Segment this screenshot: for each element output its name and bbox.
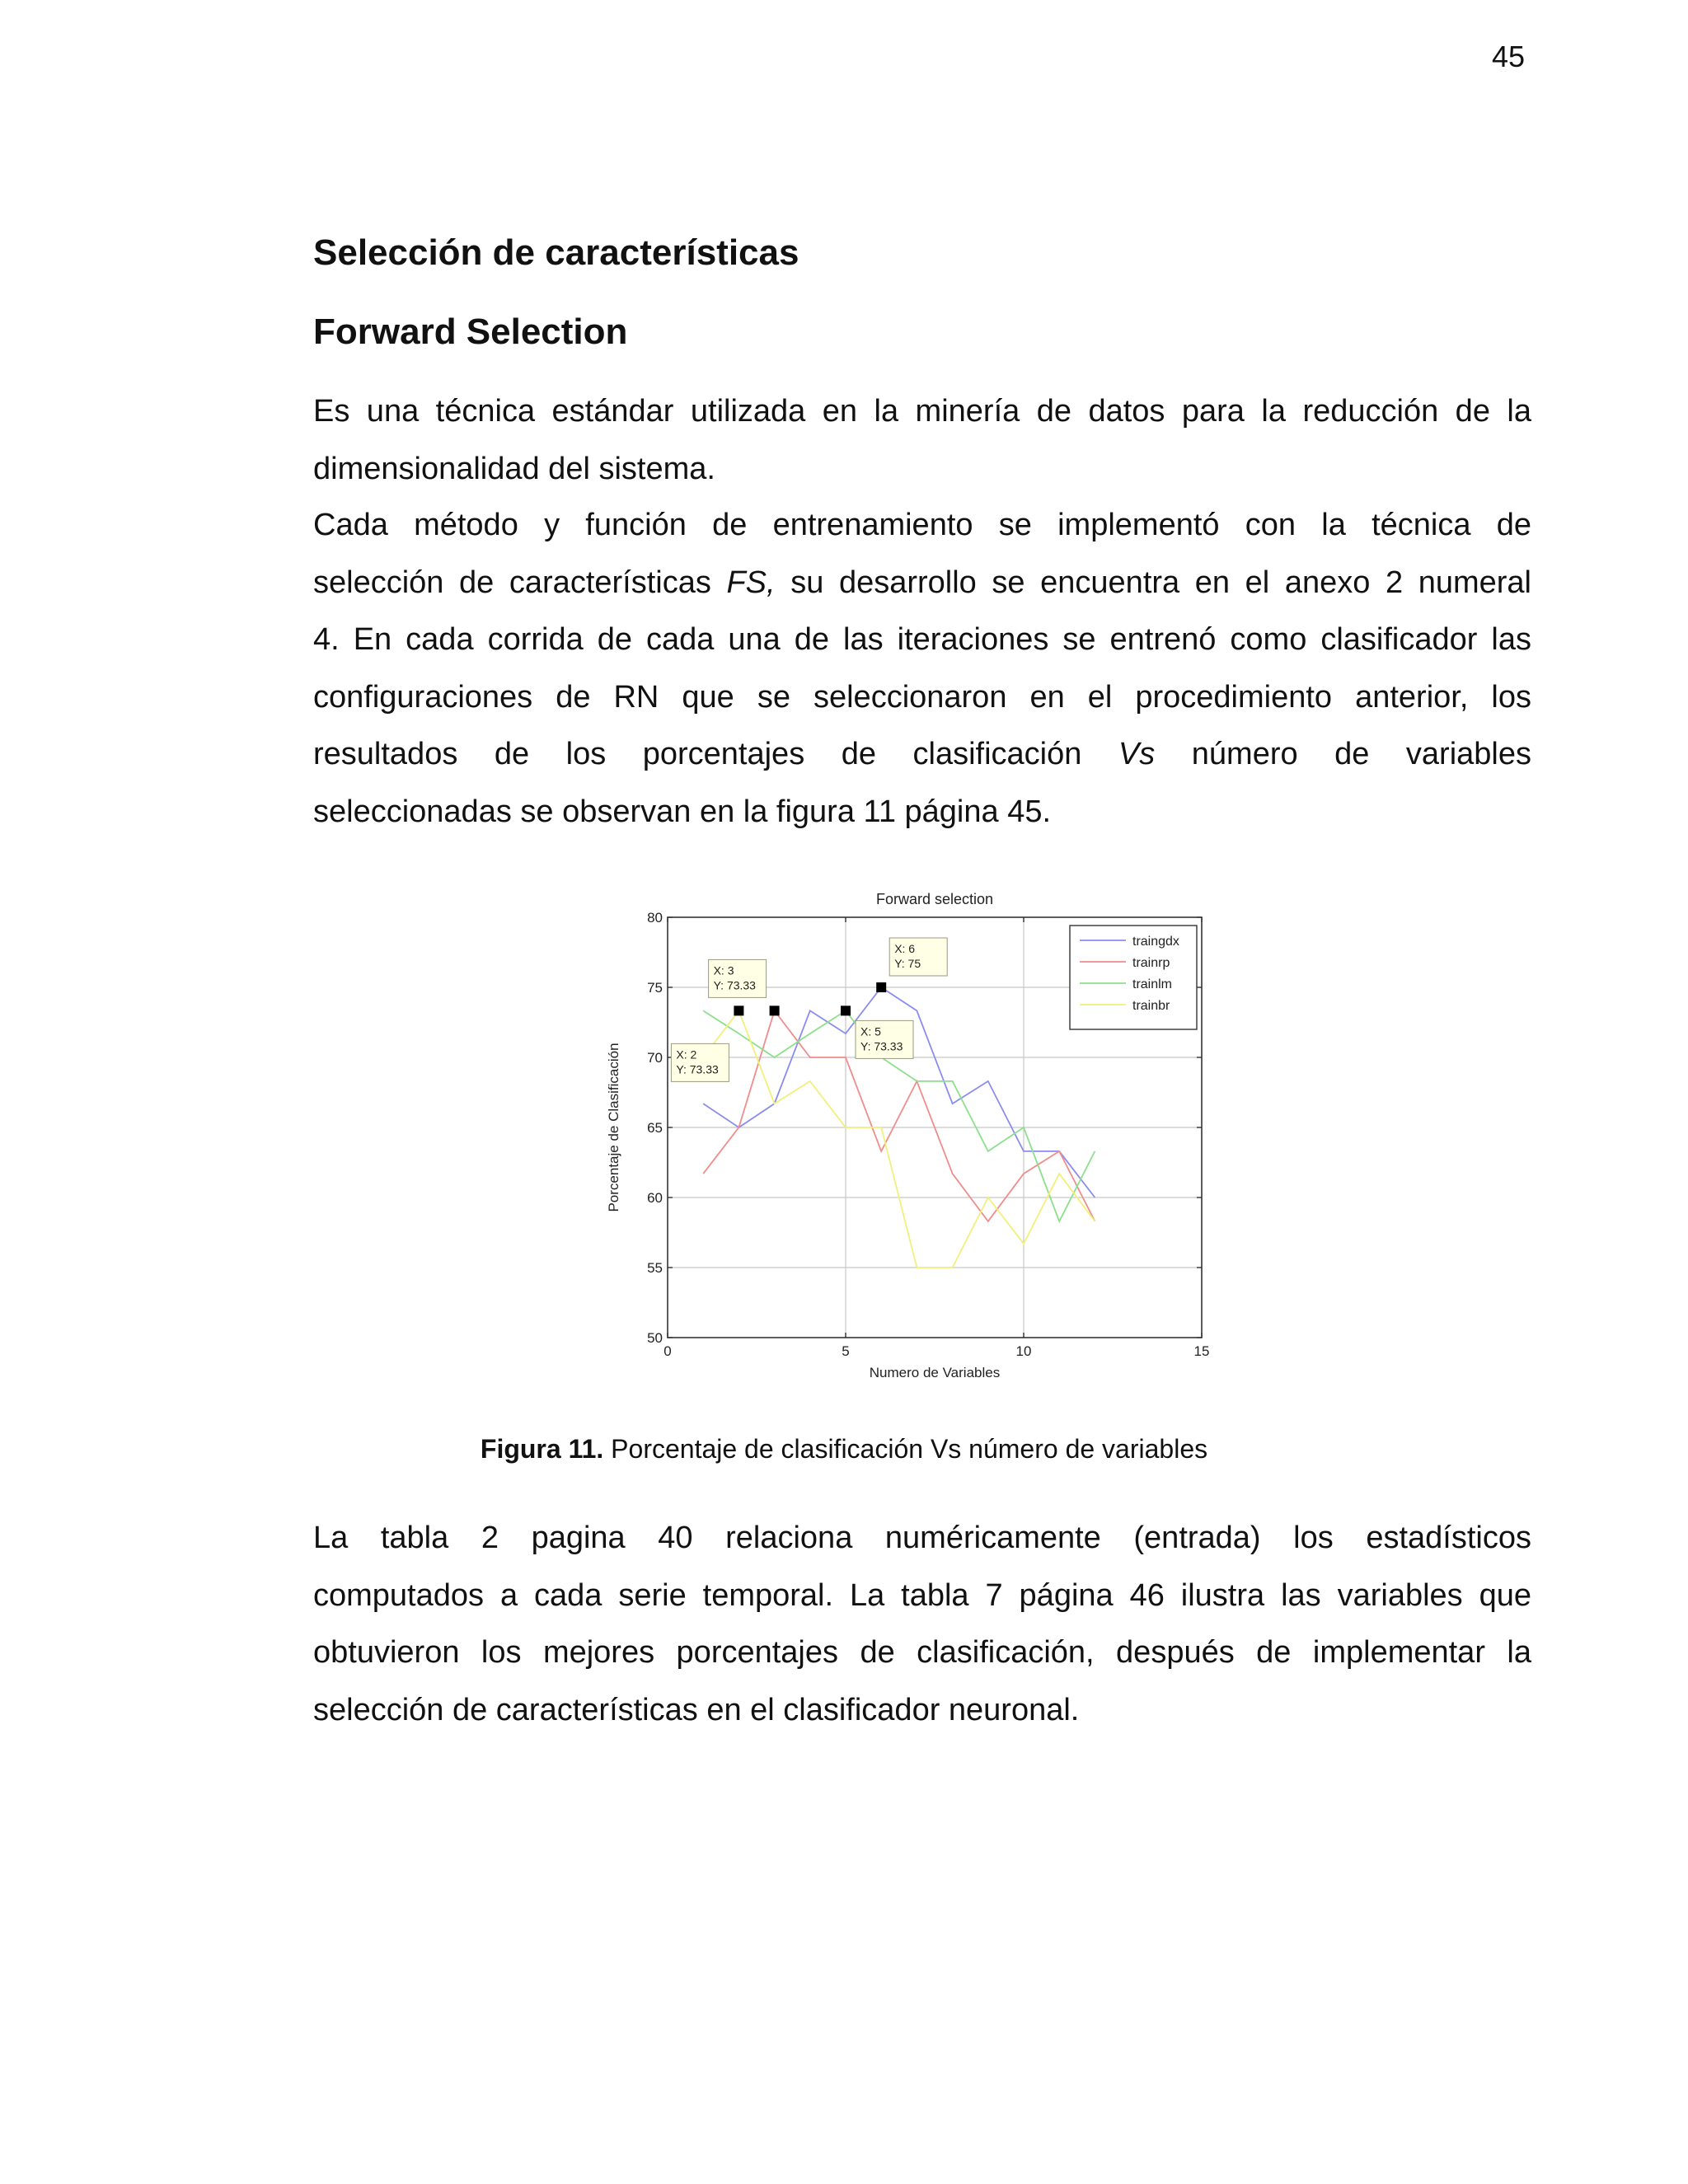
y-tick-label: 65 <box>647 1120 663 1136</box>
datatip-marker <box>770 1005 780 1015</box>
text-line: La tabla 2 pagina 40 relaciona numéricamente (entrada) los estadísticos <box>313 1521 1531 1555</box>
y-tick-label: 50 <box>647 1330 663 1346</box>
datatip-x-label: X: 5 <box>860 1024 881 1038</box>
text-line: Es una técnica estándar utilizada en la minería de datos para la reducción de la <box>313 394 1531 429</box>
caption-text: Porcentaje de clasificación Vs número de variables <box>603 1434 1208 1464</box>
datatip-x-label: X: 2 <box>676 1047 697 1062</box>
legend-label-trainrp: trainrp <box>1132 956 1170 970</box>
legend-label-trainbr: trainbr <box>1132 999 1170 1013</box>
subsection-heading: Forward Selection <box>313 312 628 352</box>
text-line: dimensionalidad del sistema. <box>313 451 715 486</box>
text-line: selección de características en el clasificador neuronal. <box>313 1692 1080 1727</box>
x-tick-label: 0 <box>663 1343 672 1359</box>
section-heading: Selección de características <box>313 232 799 273</box>
page-number: 45 <box>1492 40 1526 73</box>
y-axis-label: Porcentaje de Clasificación <box>606 1043 621 1212</box>
datatip-marker <box>734 1005 743 1015</box>
chart-title: Forward selection <box>875 891 994 907</box>
datatip-x-label: X: 6 <box>894 942 916 955</box>
y-tick-label: 55 <box>647 1260 663 1276</box>
text-line: configuraciones de RN que se seleccionaron en el procedimiento anterior, los <box>313 679 1531 715</box>
datatip-y-label: Y: 75 <box>894 957 921 970</box>
text-line: 4. En cada corrida de cada una de las iteraciones se entrenó como clasificador las <box>313 622 1531 657</box>
x-tick-label: 5 <box>842 1343 850 1359</box>
y-tick-label: 75 <box>647 980 663 996</box>
x-tick-label: 15 <box>1193 1343 1210 1359</box>
x-tick-label: 10 <box>1015 1343 1032 1359</box>
datatip-y-label: Y: 73.33 <box>713 978 756 992</box>
text-line: seleccionadas se observan en la figura 11 página 45. <box>313 794 1052 829</box>
x-axis-label: Numero de Variables <box>869 1365 1001 1380</box>
datatip-marker <box>841 1005 851 1015</box>
y-tick-label: 60 <box>647 1190 663 1206</box>
legend-label-trainlm: trainlm <box>1132 977 1173 991</box>
y-tick-label: 70 <box>647 1050 663 1066</box>
paragraph-method <box>313 497 1531 841</box>
text-line: obtuvieron los mejores porcentajes de clasificación, después de implementar la <box>313 1635 1531 1670</box>
line-chart <box>602 878 1236 1397</box>
figure-caption <box>0 1434 1688 1465</box>
y-tick-label: 80 <box>647 910 663 926</box>
datatip-y-label: Y: 73.33 <box>860 1039 903 1053</box>
paragraph-intro <box>313 383 1531 498</box>
datatip-marker <box>876 982 886 992</box>
caption-label: Figura 11. <box>480 1434 604 1464</box>
text-line: selección de características FS, su desarrollo se encuentra en el anexo 2 numeral <box>313 565 1531 600</box>
figure-chart <box>602 878 1236 1397</box>
legend-label-traingdx: traingdx <box>1132 935 1179 949</box>
text-line: Cada método y función de entrenamiento se implementó con la técnica de <box>313 508 1531 542</box>
datatip-x-label: X: 3 <box>713 963 734 977</box>
datatip-y-label: Y: 73.33 <box>676 1062 719 1076</box>
paragraph-conclusion <box>313 1510 1531 1739</box>
text-line: resultados de los porcentajes de clasificación Vs número de variables <box>313 737 1531 771</box>
text-line: computados a cada serie temporal. La tabla 7 página 46 ilustra las variables que <box>313 1577 1531 1613</box>
